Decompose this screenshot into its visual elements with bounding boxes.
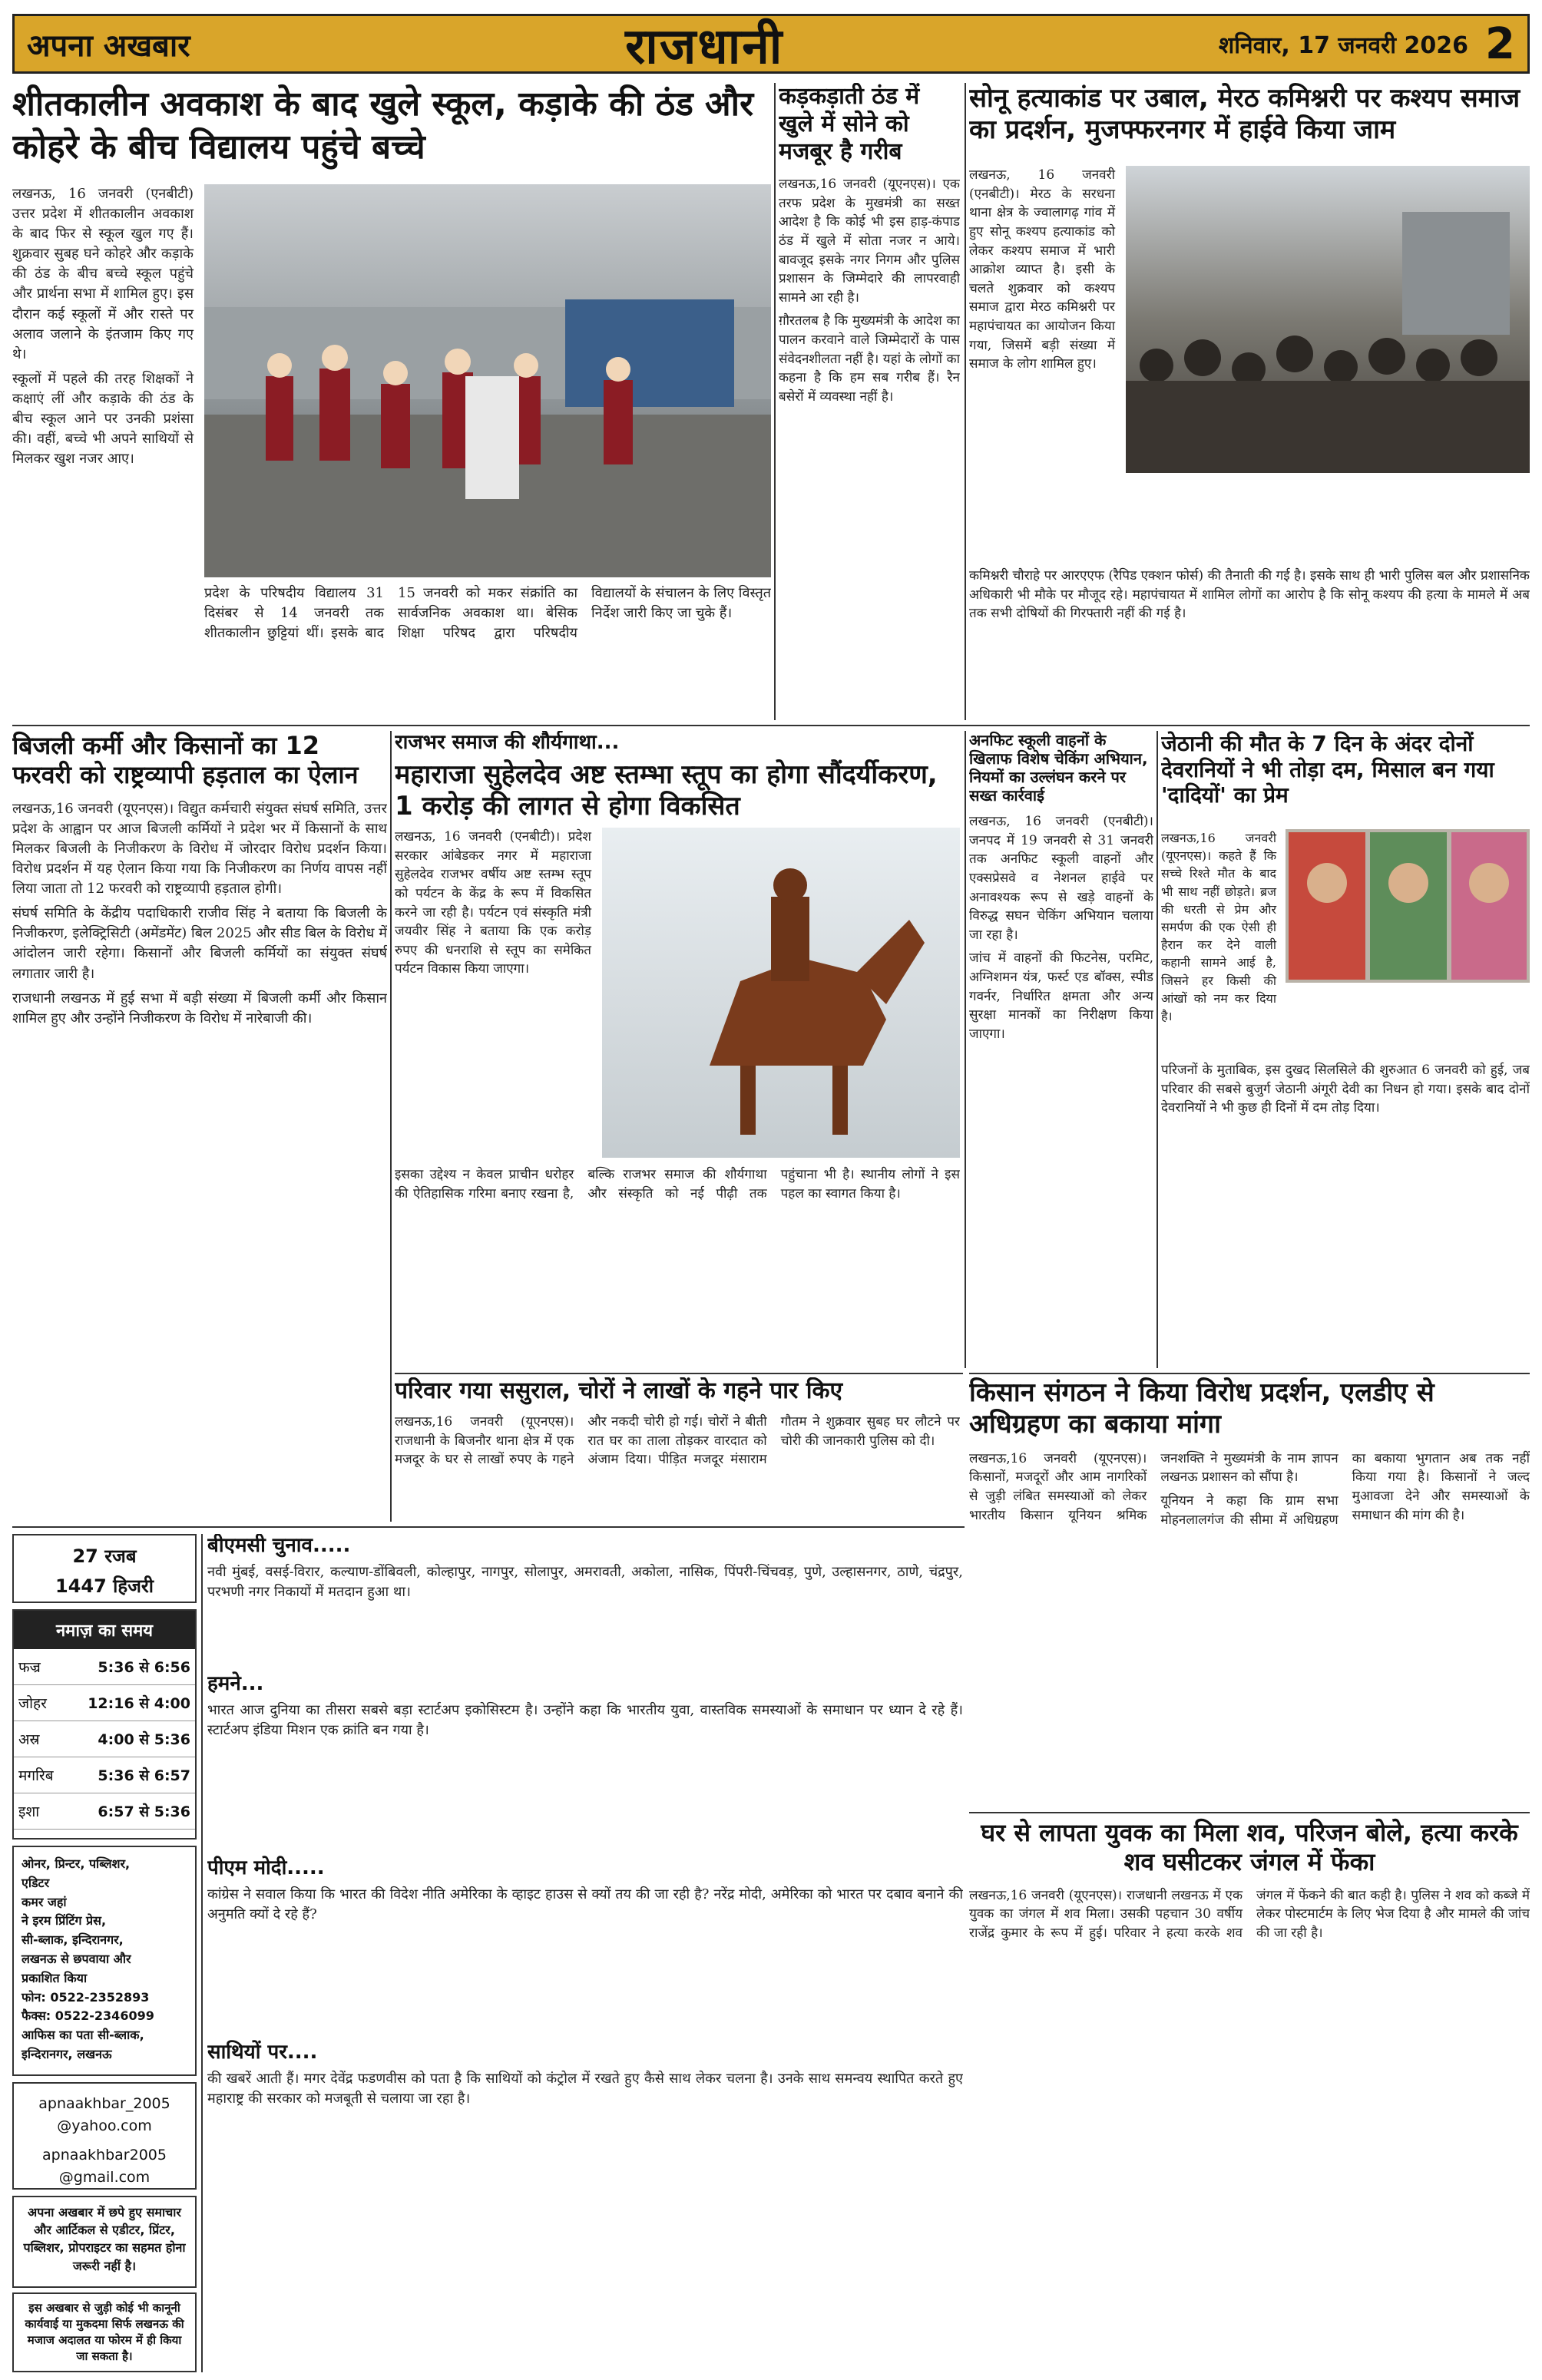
namaz-name: मगरिब <box>14 1757 65 1793</box>
article-farmers-para-1: लखनऊ,16 जनवरी (यूएनएस)। किसानों, मजदूरों और आम नागरिकों से जुड़ी लंबित समस्याओं को लेकर भारतीय किसान यूनियन श्रमिक जनशक्ति ने मुख्यमंत्री के नाम ज्ञापन लखनऊ प्रशासन को सौंपा है। <box>969 1450 1338 1523</box>
photo-three-women <box>1286 829 1530 983</box>
brief-hamne <box>207 1672 963 1856</box>
namaz-time: 4:00 से 5:36 <box>65 1721 195 1757</box>
namaz-time: 5:36 से 6:57 <box>65 1757 195 1793</box>
article-schools-headline: शीतकालीन अवकाश के बाद खुले स्कूल, कड़ाके की ठंड और कोहरे के बीच विद्यालय पहुंचे बच्चे <box>12 84 754 167</box>
article-vehicles-para-1: लखनऊ, 16 जनवरी (एनबीटी)। जनपद में 19 जनवरी से 31 जनवरी तक अनफिट स्कूली वाहनों और एक्सप्रेसवे व नेशनल हाईवे पर अनावश्यक रूप से खड़े वाहनों के विरुद्ध सघन चेकिंग अभियान चलाया जा रहा है। <box>969 814 1153 943</box>
row-rule <box>969 1812 1530 1813</box>
notice-disclaimer: अपना अखबार में छपे हुए समाचार और आर्टिकल से एडीटर, प्रिंटर, पब्लिशर, प्रोपराइटर का सहमत होना जरूरी नहीं है। <box>23 2205 186 2273</box>
statue-illustration <box>602 828 960 1158</box>
brief-pm-modi <box>207 1856 963 2041</box>
brief-body: की खबरें आती हैं। मगर देवेंद्र फडणवीस को पता है कि साथियों को कंट्रोल में रखते हुए कैसे साथ लेकर चलना है। उनके साथ समन्वय स्थापित करते हुए महाराष्ट्र की सरकार को मजबूती से चलाया जा रहा है। <box>207 2071 963 2107</box>
article-schools-para-3: प्रदेश के परिषदीय विद्यालय 31 दिसंबर से 14 जनवरी तक शीतकालीन छुट्टियां थीं। इसके बाद 15 जनवरी को मकर संक्रांति का सार्वजनिक अवकाश था। बेसिक शिक्षा परिषद द्वारा परिषदीय विद्यालयों के संचालन के लिए विस्तृत निर्देश जारी किए जा चुके हैं। <box>204 585 771 642</box>
article-suheldev-cont <box>395 1165 960 1368</box>
article-sonu-headline: सोनू हत्याकांड पर उबाल, मेरठ कमिश्नरी पर कश्यप समाज का प्रदर्शन, मुजफ्फरनगर में हाईवे किया जाम <box>969 83 1520 145</box>
notice-jurisdiction: इस अखबार से जुड़ी कोई भी कानूनी कार्यवाई या मुकदमा सिर्फ लखनऊ की मजाज अदालत या फोरम में ही किया जा सकता है। <box>25 2301 184 2363</box>
women-illustration <box>1286 829 1530 983</box>
column-rule <box>1156 731 1158 1368</box>
article-farmers-para-2: यूनियन ने कहा कि ग्राम सभा मोहनलालगंज की सीमा में अधिग्रहण का बकाया भुगतान अब तक नहीं किया गया है। किसानों ने जल्द मुआवजा देने और समस्याओं के समाधान की मांग की है। <box>1160 1450 1530 1528</box>
article-suheldev-para-1: लखनऊ, 16 जनवरी (एनबीटी)। प्रदेश सरकार आंबेडकर नगर में महाराजा सुहेलदेव राजभर वर्षीय अष्ट स्तम्भ स्तूप को पर्यटन के केंद्र के रूप में विकसित करने जा रही है। पर्यटन एवं संस्कृति मंत्री जयवीर सिंह ने बताया कि एक करोड़ रुपए की धनराशि से स्तूप का समेकित पर्यटन विकास किया जाएगा। <box>395 829 591 977</box>
hijri-year: 1447 हिजरी <box>55 1575 154 1597</box>
article-missing-youth-headline: घर से लापता युवक का मिला शव, परिजन बोले, हत्या करके शव घसीटकर जंगल में फेंका <box>981 1818 1518 1877</box>
imprint-line: सी-ब्लाक, इन्दिरानगर, <box>22 1932 124 1948</box>
article-dadiyan-para-2: परिजनों के मुताबिक, इस दुखद सिलसिले की शुरुआत 6 जनवरी को हुई, जब परिवार की सबसे बुजुर्ग जेठानी अंगूरी देवी का निधन हो गया। इसके बाद दोनों देवरानियों ने भी कुछ ही दिनों में दम तोड़ दिया। <box>1161 1063 1530 1116</box>
article-suheldev <box>395 731 960 1368</box>
article-vehicles-para-2: जांच में वाहनों की फिटनेस, परमिट, अग्निशमन यंत्र, फर्स्ट एड बॉक्स, स्पीड गवर्नर, निर्धारित क्षमता और अन्य सुरक्षा मानकों का निरीक्षण किया जाएगा। <box>969 950 1153 1043</box>
article-strike-headline: बिजली कर्मी और किसानों का 12 फरवरी को राष्ट्रव्यापी हड़ताल का ऐलान <box>12 731 359 790</box>
article-cold-body <box>779 175 960 407</box>
article-dadiyan-cont <box>1161 1061 1530 1368</box>
article-farmers-headline: किसान संगठन ने किया विरोध प्रदर्शन, एलडीए से अधिग्रहण का बकाया मांगा <box>969 1377 1434 1440</box>
photo-children-school <box>204 184 771 577</box>
article-cold-para-2: ग़ौरतलब है कि मुख्यमंत्री के आदेश का पालन करवाने वाले जिम्मेदारों के पास संवेदनशीलता नहीं है। यहां के लोगों का कहना है कि हम सब गरीब हैं। रैन बसेरों में व्यवस्था नहीं है। <box>779 313 960 405</box>
article-suheldev-kicker: राजभर समाज की शौर्यगाथा... <box>395 731 620 754</box>
article-theft-body <box>395 1413 960 1469</box>
row-rule <box>12 725 1530 726</box>
article-dadiyan <box>1161 731 1530 1368</box>
email-gmail: apnaakhbar2005 @gmail.com <box>42 2147 167 2186</box>
namaz-name: फज्र <box>14 1649 65 1685</box>
article-vehicles-body <box>969 812 1153 1044</box>
sidebar-notice-1 <box>12 2196 197 2288</box>
article-suheldev-headline: महाराजा सुहेलदेव अष्ट स्तम्भा स्तूप का होगा सौंदर्यीकरण, 1 करोड़ की लागत से होगा विकसित <box>395 759 938 821</box>
article-farmers <box>969 1377 1530 1807</box>
article-dadiyan-headline: जेठानी की मौत के 7 दिन के अंदर दोनों देवरानियों ने भी तोड़ा दम, मिसाल बन गया 'दादियों' का प्रेम <box>1161 731 1494 808</box>
namaz-row <box>14 1649 195 1685</box>
sidebar-namaz <box>12 1609 197 1840</box>
article-strike-para-1: लखनऊ,16 जनवरी (यूएनएस)। विद्युत कर्मचारी संयुक्त संघर्ष समिति, उत्तर प्रदेश के आह्वान पर आज बिजली कर्मियों ने प्रदेश भर में किसानों के साथ मिलकर बिजली के निजीकरण के विरोध में जोरदार विरोध प्रदर्शन किया। विरोध प्रदर्शन में यह ऐलान किया गया कि निजीकरण का निर्णय वापस नहीं लिया जाता तो 12 फरवरी को राष्ट्रव्यापी हड़ताल होगी। <box>12 800 387 897</box>
page-number: 2 <box>1485 18 1515 69</box>
namaz-name: जोहर <box>14 1685 65 1721</box>
article-schools-cont <box>204 583 771 720</box>
article-strike-body <box>12 799 387 1029</box>
imprint-line: ने इरम प्रिंटिंग प्रेस, <box>22 1913 107 1929</box>
imprint-line: प्रकाशित किया <box>22 1970 88 1985</box>
imprint-line: इन्दिरानगर, लखनऊ <box>22 2046 112 2061</box>
photo-children-illustration <box>204 184 771 577</box>
article-strike-para-2: संघर्ष समिति के केंद्रीय पदाधिकारी राजीव सिंह ने बताया कि बिजली के निजीकरण, इलेक्ट्रिसिटी (अमेंडमेंट) बिल 2025 और सीड बिल के विरोध में आंदोलन जारी रहेगा। किसानों और बिजली कर्मियों का संयुक्त संघर्ष लगातार जारी है। <box>12 905 387 982</box>
row-rule <box>395 1373 963 1374</box>
row-rule <box>969 1373 1530 1374</box>
article-schools-lead <box>12 184 194 614</box>
imprint-line: फैक्स: 0522-2346099 <box>22 2008 154 2024</box>
column-rule <box>201 1534 203 2372</box>
article-farmers-body <box>969 1449 1530 1530</box>
namaz-row <box>14 1685 195 1721</box>
namaz-time: 12:16 से 4:00 <box>65 1685 195 1721</box>
article-missing-youth <box>969 1818 1530 2371</box>
masthead-section: राजधानी <box>625 17 784 75</box>
masthead <box>12 14 1530 74</box>
article-suheldev-para-2: इसका उद्देश्य न केवल प्राचीन धरोहर की ऐतिहासिक गरिमा बनाए रखना है, बल्कि राजभर समाज की शौर्यगाथा और संस्कृति को नई पीढ़ी तक पहुंचाना भी है। स्थानीय लोगों ने इस पहल का स्वागत किया है। <box>395 1167 960 1202</box>
namaz-row <box>14 1757 195 1793</box>
photo-suheldev-statue <box>602 828 960 1158</box>
imprint-line: लखनऊ से छपवाया और <box>22 1951 131 1966</box>
brief-headline: बीएमसी चुनाव..... <box>207 1534 351 1557</box>
article-missing-youth-para-1: लखनऊ,16 जनवरी (यूएनएस)। राजधानी लखनऊ में एक युवक का जंगल में शव मिला। उसकी पहचान 30 वर्षीय राजेंद्र कुमार के रूप में हुई। परिवार ने हत्या करके शव जंगल में फेंकने की बात कही है। पुलिस ने शव को कब्जे में लेकर पोस्टमार्टम के लिए भेज दिया है और मामले की जांच की जा रही है। <box>969 1887 1530 1942</box>
imprint-line: आफिस का पता सी-ब्लाक, <box>22 2028 144 2043</box>
briefs-column <box>207 1534 963 2372</box>
brief-headline: पीएम मोदी..... <box>207 1856 325 1879</box>
brief-body: नवी मुंबई, वसई-विरार, कल्याण-डोंबिवली, कोल्हापुर, नागपुर, सोलापुर, अमरावती, अकोला, नासिक, पिंपरी-चिंचवड़, पुणे, उल्हासनगर, ठाणे, चंद्रपुर, परभणी नगर निकायों में मतदान हुआ था। <box>207 1564 963 1601</box>
article-strike <box>12 731 387 1522</box>
article-cold-para-1: लखनऊ,16 जनवरी (यूएनएस)। एक तरफ प्रदेश के मुखमंत्री का सख्त आदेश है कि कोई भी इस हाड़-कंपाड ठंड में खुले में सोता नजर न आये। बावजूद इसके नगर निगम और पुलिस प्रशासन के जिम्मेदारे की लापरवाही सामने आ रही है। <box>779 177 960 306</box>
article-dadiyan-para-1: लखनऊ,16 जनवरी (यूएनएस)। कहते हैं कि सच्चे रिश्ते मौत के बाद भी साथ नहीं छोड़ते। ब्रज की धरती से प्रेम और समर्पण की एक ऐसी ही हैरान कर देने वाली कहानी सामने आई है, जिसने हर किसी की आंखों को नम कर दिया है। <box>1161 831 1276 1023</box>
article-vehicles-headline: अनफिट स्कूली वाहनों के खिलाफ विशेष चेकिंग अभियान, नियमों का उल्लंघन करने पर सख्त कार्रवाई <box>969 731 1148 805</box>
brief-headline: हमने... <box>207 1672 264 1695</box>
row-rule <box>12 1526 965 1528</box>
brief-body: कांग्रेस ने सवाल किया कि भारत की विदेश नीति अमेरिका के व्हाइट हाउस से क्यों तय की जा रही है? नरेंद्र मोदी, अमेरिका को भारत पर दबाव बनाने की अनुमति क्यों दे रहे हैं? <box>207 1886 963 1923</box>
article-sonu <box>969 83 1530 720</box>
hijri-date: 27 रजब <box>72 1545 137 1567</box>
masthead-date-block <box>1219 19 1515 69</box>
article-sonu-lead <box>969 166 1115 565</box>
article-sonu-para-1: लखनऊ, 16 जनवरी (एनबीटी)। मेरठ के सरधना थाना क्षेत्र के ज्वालागढ़ गांव में हुए सोनू कश्यप हत्याकांड को लेकर कश्यप समाज में भारी आक्रोश व्याप्त है। इसी के चलते शुक्रवार को कश्यप समाज द्वारा मेरठ कमिश्नरी पर महापंचायत का आयोजन किया गया, जिसमें बड़ी संख्या में समाज के लोग शामिल हुए। <box>969 167 1115 372</box>
masthead-date: शनिवार, 17 जनवरी 2026 <box>1218 31 1469 59</box>
article-theft-para-1: लखनऊ,16 जनवरी (यूएनएस)। राजधानी के बिजनौर थाना क्षेत्र में एक मजदूर के घर से लाखों रुपए के गहने और नकदी चोरी हो गई। चोरों ने बीती रात घर का ताला तोड़कर वारदात को अंजाम दिया। पीड़ित मजदूर मंसाराम गौतम ने शुक्रवार सुबह घर लौटने पर चोरी की जानकारी पुलिस को दी। <box>395 1414 960 1468</box>
article-strike-para-3: राजधानी लखनऊ में हुई सभा में बड़ी संख्या में बिजली कर्मी और किसान शामिल हुए और उन्होंने निजीकरण के विरोध में नारेबाजी की। <box>12 990 387 1026</box>
brief-headline: साथियों पर.... <box>207 2041 318 2064</box>
brief-body: भारत आज दुनिया का तीसरा सबसे बड़ा स्टार्टअप इकोसिस्टम है। उन्होंने कहा कि भारतीय युवा, वास्तविक समस्याओं के समाधान पर ध्यान दे रहे हैं। स्टार्टअप इंडिया मिशन एक क्रांति बन गया है। <box>207 1702 963 1739</box>
sidebar-imprint <box>12 1846 197 2076</box>
article-sonu-cont <box>969 567 1530 720</box>
photo-protest-crowd <box>1126 166 1530 473</box>
article-dadiyan-lead <box>1161 829 1276 1052</box>
photo-crowd-illustration <box>1126 166 1530 473</box>
email-yahoo: apnaakhbar_2005 @yahoo.com <box>38 2095 170 2134</box>
column-rule <box>390 731 392 1522</box>
imprint-line: फोन: 0522-2352893 <box>22 1989 150 2005</box>
article-suheldev-lead <box>395 828 591 1158</box>
masthead-brand: अपना अखबार <box>27 28 190 64</box>
brief-bmc <box>207 1534 963 1672</box>
imprint-line: एडिटर <box>22 1875 50 1890</box>
namaz-time: 6:57 से 5:36 <box>65 1793 195 1830</box>
sidebar-hijri <box>12 1534 197 1603</box>
column-rule <box>774 83 776 720</box>
article-missing-youth-body <box>969 1886 1530 1945</box>
article-vehicles <box>969 731 1153 1368</box>
column-rule <box>965 83 966 720</box>
article-schools-para-1: लखनऊ, 16 जनवरी (एनबीटी) उत्तर प्रदेश में शीतकालीन अवकाश के बाद फिर से स्कूल खुल गए हैं। शुक्रवार सुबह घने कोहरे और कड़ाके की ठंड के बीच बच्चे स्कूल पहुंचे और प्रार्थना सभा में शामिल हुए। इस दौरान कई स्कूलों में और रास्ते पर अलाव जलाने के इंतजाम किए गए थे। <box>12 186 194 362</box>
article-theft-headline: परिवार गया ससुराल, चोरों ने लाखों के गहने पार किए <box>395 1377 843 1404</box>
article-theft <box>395 1377 960 1516</box>
namaz-name: इशा <box>14 1793 65 1830</box>
article-schools-para-2: स्कूलों में पहले की तरह शिक्षकों ने कक्षाएं लीं और कड़ाके की ठंड के बीच स्कूल आने पर उनकी प्रशंसा की। वहीं, बच्चे भी अपने साथियों से मिलकर खुश नजर आए। <box>12 370 194 468</box>
namaz-row <box>14 1793 195 1830</box>
column-rule <box>965 731 966 1368</box>
brief-saathiyon <box>207 2041 963 2240</box>
article-schools <box>12 83 771 720</box>
article-sonu-para-2: कमिश्नरी चौराहे पर आरएएफ (रैपिड एक्शन फोर्स) की तैनाती की गई है। इसके साथ ही भारी पुलिस बल और प्रशासनिक अधिकारी भी मौके पर मौजूद रहे। महापंचायत में शामिल लोगों का आरोप है कि सोनू कश्यप की हत्या के मामले में अब तक सभी दोषियों की गिरफ्तारी नहीं की गई है। <box>969 568 1530 622</box>
namaz-time: 5:36 से 6:56 <box>65 1649 195 1685</box>
sidebar-emails <box>12 2082 197 2190</box>
imprint-line: ओनर, प्रिन्टर, पब्लिशर, <box>22 1856 131 1871</box>
sidebar-notice-2 <box>12 2292 197 2372</box>
namaz-title: नमाज़ का समय <box>14 1611 195 1649</box>
namaz-table <box>14 1649 195 1830</box>
namaz-name: अस्र <box>14 1721 65 1757</box>
imprint-line: कमर जहां <box>22 1894 67 1909</box>
namaz-row <box>14 1721 195 1757</box>
article-cold <box>779 83 960 720</box>
article-cold-headline: कड़कड़ाती ठंड में खुले में सोने को मजबूर है गरीब <box>779 83 920 165</box>
